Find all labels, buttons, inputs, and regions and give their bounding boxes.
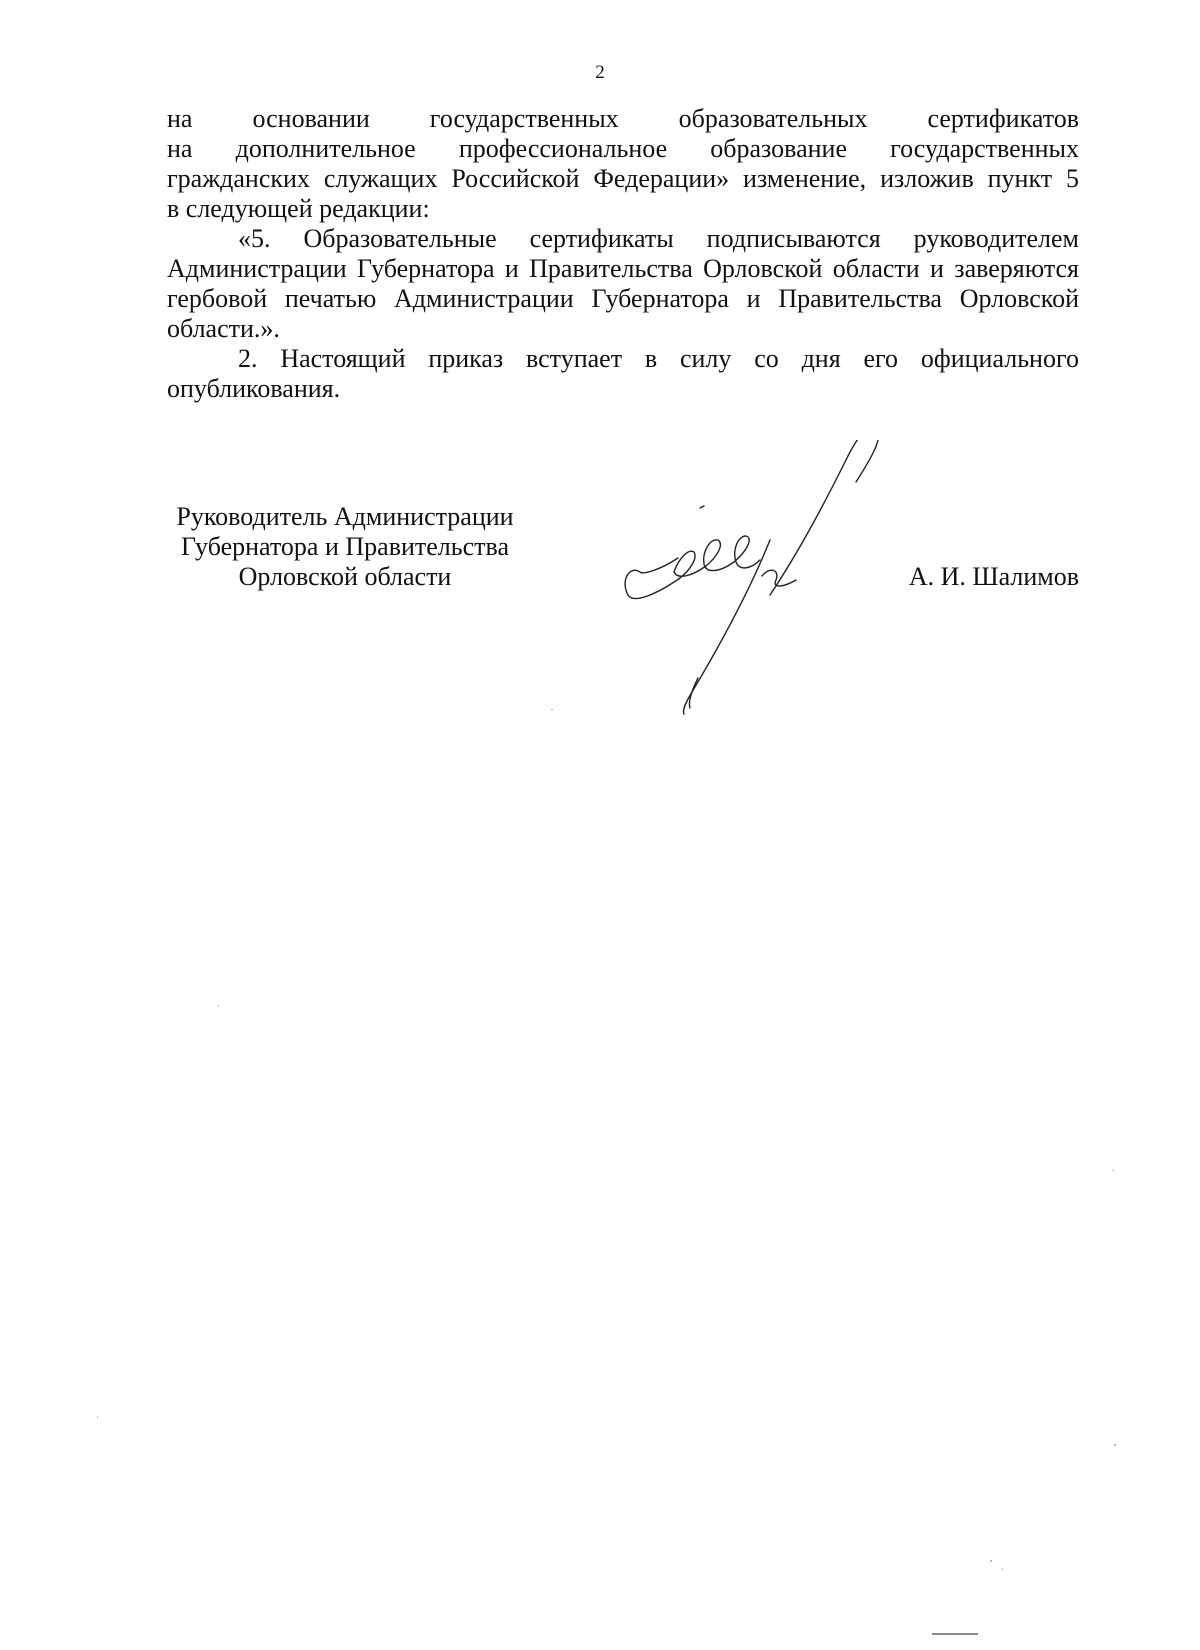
paragraph-1-line-1: на основании государственных образовательных сертификатов (167, 104, 1079, 133)
paragraph-2-line-2: Администрации Губернатора и Правительства Орловской области и заверяются (167, 254, 1079, 283)
scan-speck (1002, 1568, 1003, 1570)
scan-speck (97, 1416, 98, 1418)
scan-speck (1114, 1444, 1116, 1446)
signer-position (160, 502, 530, 592)
signer-position-line-1: Руководитель Администрации (176, 502, 514, 531)
handwritten-signature (620, 440, 900, 720)
scan-speck (990, 1560, 992, 1562)
signer-position-line-2: Губернатора и Правительства (181, 532, 509, 561)
paragraph-2-line-4: области.». (167, 314, 280, 343)
paragraph-1-line-4: в следующей редакции: (167, 194, 430, 223)
paragraph-2-line-1: «5. Образовательные сертификаты подписываются руководителем (238, 224, 1079, 253)
signer-position-line-3: Орловской области (238, 562, 452, 591)
signer-name: А. И. Шалимов (908, 562, 1079, 591)
scan-speck (1112, 1170, 1114, 1171)
paragraph-2-line-3: гербовой печатью Администрации Губернатора и Правительства Орловской (167, 284, 1079, 313)
scan-edge-mark (932, 1633, 978, 1635)
paragraph-3-line-2: опубликования. (167, 374, 341, 403)
paragraph-3-line-1: 2. Настоящий приказ вступает в силу со дня его официального (238, 344, 1079, 373)
page-number: 2 (595, 62, 605, 83)
scan-speck (551, 709, 553, 710)
paragraph-1-line-2: на дополнительное профессиональное образование государственных (167, 134, 1079, 163)
document-body (167, 104, 1079, 404)
scan-speck (218, 1005, 219, 1007)
paragraph-1-line-3: гражданских служащих Российской Федерации» изменение, изложив пункт 5 (167, 164, 1079, 193)
